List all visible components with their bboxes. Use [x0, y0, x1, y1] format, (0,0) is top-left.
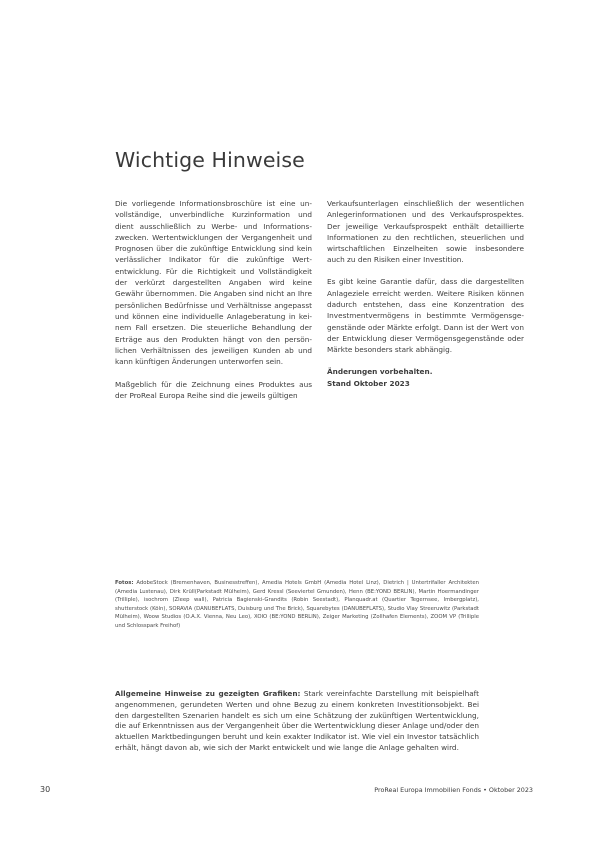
- sales-documents-paragraph: Verkaufsunterlagen einschließlich der wesentlichen Anlegerinformationen und des Verkaufsprospektes. Der jeweilige Verkaufsprospekt enthält detaillierte Informationen zu den rechtlichen, steuerlichen und wirtschaftlichen Einzelheiten sowie insbesondere auch zu den Risiken einer Investition.: [327, 199, 524, 265]
- right-text-column: [327, 198, 524, 389]
- graphics-notes-text: Stark vereinfachte Darstellung mit beispielhaft angenommenen, gerundeten Werten und ohne Bezug zu einem konkreten Investitionsobjekt. Bei den dargestellten Szenarien handelt es sich um eine Schätzung der zukünftigen Wertentwicklung, die auf Erkenntnissen aus der Vergangenheit über die Wertentwicklung dieser Anlage und/oder den aktuellen Marktbedingungen beruht und kein exakter Indikator ist. Wie viel ein Investor tatsächlich erhält, hängt davon ab, wie sich der Markt entwickelt und wie lange die Anlage gehalten wird.: [115, 689, 479, 752]
- subscription-paragraph: Maßgeblich für die Zeichnung eines Produktes aus der ProReal Europa Reihe sind die jeweils gültigen: [115, 379, 312, 401]
- risk-paragraph: Es gibt keine Garantie dafür, dass die dargestellten Anlageziele erreicht werden. Weitere Risiken können dadurch entstehen, dass eine Konzentration des Investmentvermögens in bestimmte Vermögensgegenstände oder Märkte erfolgt. Dann ist der Wert von der Entwicklung dieser Vermögensgegenstände oder Märkte besonders stark abhängig.: [327, 277, 524, 355]
- photo-credits: [115, 579, 479, 630]
- graphics-notes-label: Allgemeine Hinweise zu gezeigten Grafiken:: [115, 689, 301, 698]
- photo-credits-label: Fotos:: [115, 580, 134, 586]
- graphics-notes: [115, 689, 479, 754]
- disclaimer-paragraph: Die vorliegende Informationsbroschüre ist eine unvollständige, unverbindliche Kurzinformation und dient ausschließlich zu Werbe- und Informationszwecken. Wertentwicklungen der Vergangenheit und Prognosen über die zukünftige Entwicklung sind kein verlässlicher Indikator für die zukünftige Wertentwicklung. Für die Richtigkeit und Vollständigkeit der verkürzt dargestellten Angaben wird keine Gewähr übernommen. Die Angaben sind nicht an Ihre persönlichen Bedürfnisse und Verhältnisse angepasst und können eine individuelle Anlageberatung in keinem Fall ersetzen. Die steuerliche Behandlung der Erträge aus den Produkten hängt von den persönlichen Verhältnissen des jeweiligen Kunden ab und kann künftigen Änderungen unterworfen sein.: [115, 199, 312, 367]
- page-title: Wichtige Hinweise: [115, 148, 305, 172]
- photo-credits-text: AdobeStock (Bremenhaven, Businesstreffen), Amedia Hotels GmbH (Amedia Hotel Linz), Dietrich | Untertrifaller Architekten (Amedia Lustenau), Dirk Krüll(Parkstadt Mülheim), Gerd Kressl (Seeviertel Gmunden), Henn (BE:YOND BERLIN), Martin Hoermandinger (Trilliple), isochrom (Zleep wall), Patricia Bagienski-Grandits (Robin Seestadt), Planquadr.at (Quartier Tegernsee, Imbergplatz), shutterstock (Köln), SORAVIA (DANUBEFLATS, Duisburg und The Brick), Squarebytes (DANUBEFLATS), Studio Vlay Streeruwitz (Parkstadt Mülheim), Woow Studios (O.A.X. Vienna, Neu Leo), XOIO (BE:YOND BERLIN), Zeiger Marketing (Zollhafen Elements), ZOOM VP (Trilliple und Schlosspark Freihof): [115, 580, 479, 629]
- changes-reserved: Änderungen vorbehalten.: [327, 367, 433, 377]
- page-number: 30: [40, 785, 51, 794]
- status-date: Stand Oktober 2023: [327, 378, 410, 388]
- footer-text: ProReal Europa Immobilien Fonds • Oktober 2023: [374, 786, 533, 794]
- left-text-column: [115, 198, 312, 412]
